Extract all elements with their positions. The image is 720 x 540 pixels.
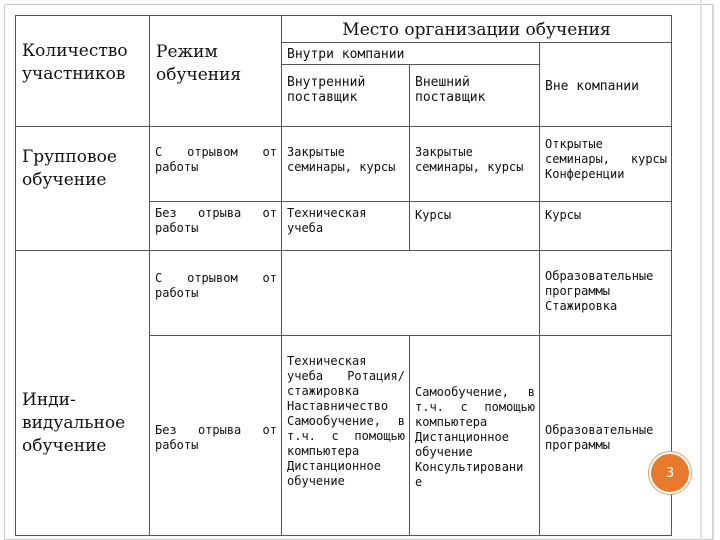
header-internal-supplier: Внутренний поставщик xyxy=(282,65,410,127)
group-without-leave-mode: Без отрыва от работы xyxy=(150,202,282,251)
group-row-with-leave xyxy=(16,127,672,202)
header-row-1 xyxy=(16,16,672,43)
group-without-leave-internal: Техническая учеба xyxy=(282,202,410,251)
group-without-leave-outside: Курсы xyxy=(540,202,672,251)
header-inside: Внутри компании xyxy=(282,43,540,65)
individual-without-leave-external: Самообучение, в т.ч. с помощью компьютера Дистанционное обучение Консультировани е xyxy=(410,336,540,536)
individual-with-leave-mode: С отрывом от работы xyxy=(150,251,282,336)
group-without-leave-external: Курсы xyxy=(410,202,540,251)
individual-without-leave-outside: Образовательные программы xyxy=(540,336,672,536)
training-table xyxy=(15,15,672,536)
individual-with-leave-inside xyxy=(282,251,540,336)
header-outside: Вне компании xyxy=(540,43,672,127)
group-with-leave-mode: С отрывом от работы xyxy=(150,127,282,202)
group-with-leave-external: Закрытые семинары, курсы xyxy=(410,127,540,202)
slide-edge xyxy=(700,0,702,540)
header-mode: Режим обучения xyxy=(150,16,282,127)
header-count: Количество участников xyxy=(16,16,150,127)
slide-number-badge: 3 xyxy=(649,452,691,494)
individual-row-with-leave xyxy=(16,251,672,336)
individual-label: Инди- видуальное обучение xyxy=(16,251,150,536)
group-label: Групповое обучение xyxy=(16,127,150,251)
individual-without-leave-internal: Техническая учеба Ротация/ стажировка Наставничество Самообучение, в т.ч. с помощью компьютера Дистанционное обучение xyxy=(282,336,410,536)
individual-without-leave-mode: Без отрыва от работы xyxy=(150,336,282,536)
group-with-leave-internal: Закрытые семинары, курсы xyxy=(282,127,410,202)
header-place: Место организации обучения xyxy=(282,16,672,43)
group-with-leave-outside: Открытые семинары, курсы Конференции xyxy=(540,127,672,202)
header-external-supplier: Внешний поставщик xyxy=(410,65,540,127)
individual-with-leave-outside: Образовательные программы Стажировка xyxy=(540,251,672,336)
